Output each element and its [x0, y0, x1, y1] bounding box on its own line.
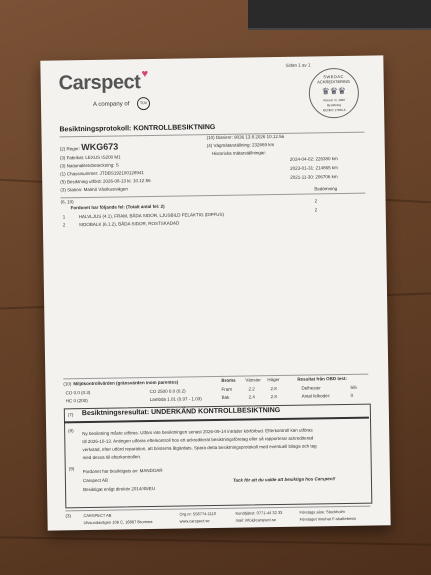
obd-row-value: 0 [350, 392, 354, 398]
obd-header: Resultat från OBD test: [297, 375, 347, 382]
thanks-line: Tack för att du valde att besiktiga hos Carspect! [232, 476, 336, 483]
footer-address: Ulvsundavägen 106 C, 16867 Bromma [83, 519, 153, 526]
history-entry: 2024-04-02: 226380 km [289, 156, 338, 162]
company-line: Carspect AB [82, 477, 108, 484]
heart-icon: ♥ [141, 68, 149, 81]
footer-tax: Företaget innehar F-skattebevis [299, 515, 357, 522]
swedac-seal: SWEDAC ACKREDITERING ♛♛♛ Ackred. nr. 1962 Besiktning ISO/IEC 17020 A [308, 68, 359, 119]
nationality-row: (3) Nationalitetsbeteckning: S [59, 162, 119, 169]
fault-grade: 2 [314, 198, 318, 204]
footer-orgnr: Org.nr: 556774-1110 [179, 511, 217, 517]
fault-text: HALVLJUS (4.1), FRAM, BÅDA SIDOR, LJUSBILD FELAKTIG (DIFFUS) [78, 211, 225, 220]
odometer-row: (4) Vägmätarställning: 232669 km [206, 142, 275, 149]
result-num: (7) [67, 412, 74, 418]
notice-line: till 2026-10-13. Antingen utföras efterkontroll hos ett ackrediterat besiktningsföretag eller så rapporterar ackrediterad [82, 435, 314, 445]
regnr-value: WKG673 [81, 141, 119, 153]
brakes-left-label: Vänster [245, 377, 261, 383]
inspector-line: Fordonet har besiktigats av: MANDOAR [82, 467, 163, 475]
footer-num: (3) [65, 513, 72, 519]
brakes-front-right: 2.8 [270, 386, 277, 392]
brakes-right-label: Höger [267, 377, 280, 383]
brakes-header: Broms [221, 377, 236, 383]
notice-line: med dessa till efterkontrollen. [82, 454, 142, 461]
carspect-logo: Carspect [58, 71, 141, 95]
fault-grade: 2 [314, 207, 318, 213]
brakes-front-label: Fram [221, 386, 233, 392]
history-entry: 2021-11-30: 206706 km [290, 174, 338, 180]
history-entry: 2023-01-31: 214865 km [290, 165, 338, 171]
faults-num: (6, 10) [60, 199, 74, 205]
background-mat [248, 0, 431, 30]
emissions-header: Miljökontrollvärden (gränsvärden inom parentes) [73, 379, 179, 387]
tuv-logo: TÜV [137, 97, 150, 110]
footer-phone: Kundtjänst: 0771-44 32 33 [235, 509, 283, 516]
emission-co2500: CO 2500 0.0 (0.2) [149, 388, 186, 395]
page-number: Sidan 1 av 1 [285, 62, 311, 68]
fabrikat-row: (3) Fabrikat: LEXUS IS200 M1 [59, 154, 121, 161]
footer-seat: Företags säte: Stockholm [299, 508, 345, 515]
protocol-title: Besiktningsprotokoll: KONTROLLBESIKTNING [59, 123, 216, 134]
obd-row-label: Delhester [301, 385, 321, 391]
inspection-protocol-sheet [40, 55, 390, 530]
notice-num: (8) [68, 428, 74, 434]
divider [60, 193, 365, 199]
footer-email: mail: info@carspect.se [235, 517, 277, 523]
inspection-date-row: (5) Besiktning utförd: 2026-08-13 kl. 10.12.56 [60, 178, 151, 185]
company-of-label: A company of [92, 101, 130, 108]
result-title: Besiktningsresultat: UNDERKÄND KONTROLLBESIKTNING [81, 406, 281, 418]
notice-line: Ny besiktning måste utföras. Utförs inte besiktningen senast 2026-09-14 inträder körförbud. Efterkontroll kan utföras [82, 427, 313, 437]
chassis-row: (1) Chassinummer: JTDBS192100128941 [60, 170, 144, 177]
fault-text: SIDOBALK (6.1.2), BÅDA SIDOR, ROSTSKADAD [78, 220, 180, 228]
fault-number: 2 [62, 222, 66, 228]
emission-hc: HC 0 (200) [65, 398, 88, 404]
owner-num: (9) [68, 466, 75, 472]
brakes-rear-left: 2.4 [248, 394, 255, 400]
obd-row-value: 6/6 [350, 384, 357, 390]
regnr-row: (2) Regnr: WKG673 [59, 141, 119, 153]
brakes-front-left: 2.2 [248, 386, 255, 392]
emission-co: CO 0.0 (0.3) [65, 389, 91, 396]
obd-row-label: Antal felkoder: [301, 393, 331, 399]
emission-lambda: Lambda 1.01 (0.97 - 1.03) [149, 396, 202, 403]
notice-line: verkstad, efter utförd reparation, att bristerna åtgärdats. Spara detta besiktningsprotokoll med eventuell bilaga och tag [82, 443, 317, 453]
station-row: (3) Station: Malmö Västkustvägen [60, 186, 128, 193]
footer-company: CARSPECT AB [83, 512, 112, 519]
assessment-header: Bedömning [314, 186, 338, 192]
footer-website: www.carspect.se [179, 518, 210, 524]
fault-number: 1 [62, 214, 66, 220]
faults-header: Fordonet har följande fel: (Totalt antal fel: 2) [70, 203, 165, 211]
emissions-num: (10) [63, 381, 72, 387]
history-label: Historiska mätarställningar: [211, 150, 267, 157]
brakes-rear-label: Bak [221, 394, 230, 400]
directive-line: Besiktigat enligt direktiv 2014/45/EU [83, 485, 156, 493]
diarienr-row: (10) Diarienr: 9036 13.8.2026 10.12.56 [206, 133, 285, 141]
crown-icon: ♛♛♛ [321, 85, 347, 97]
brakes-rear-right: 2.8 [270, 394, 277, 400]
wood-grain [0, 536, 431, 546]
